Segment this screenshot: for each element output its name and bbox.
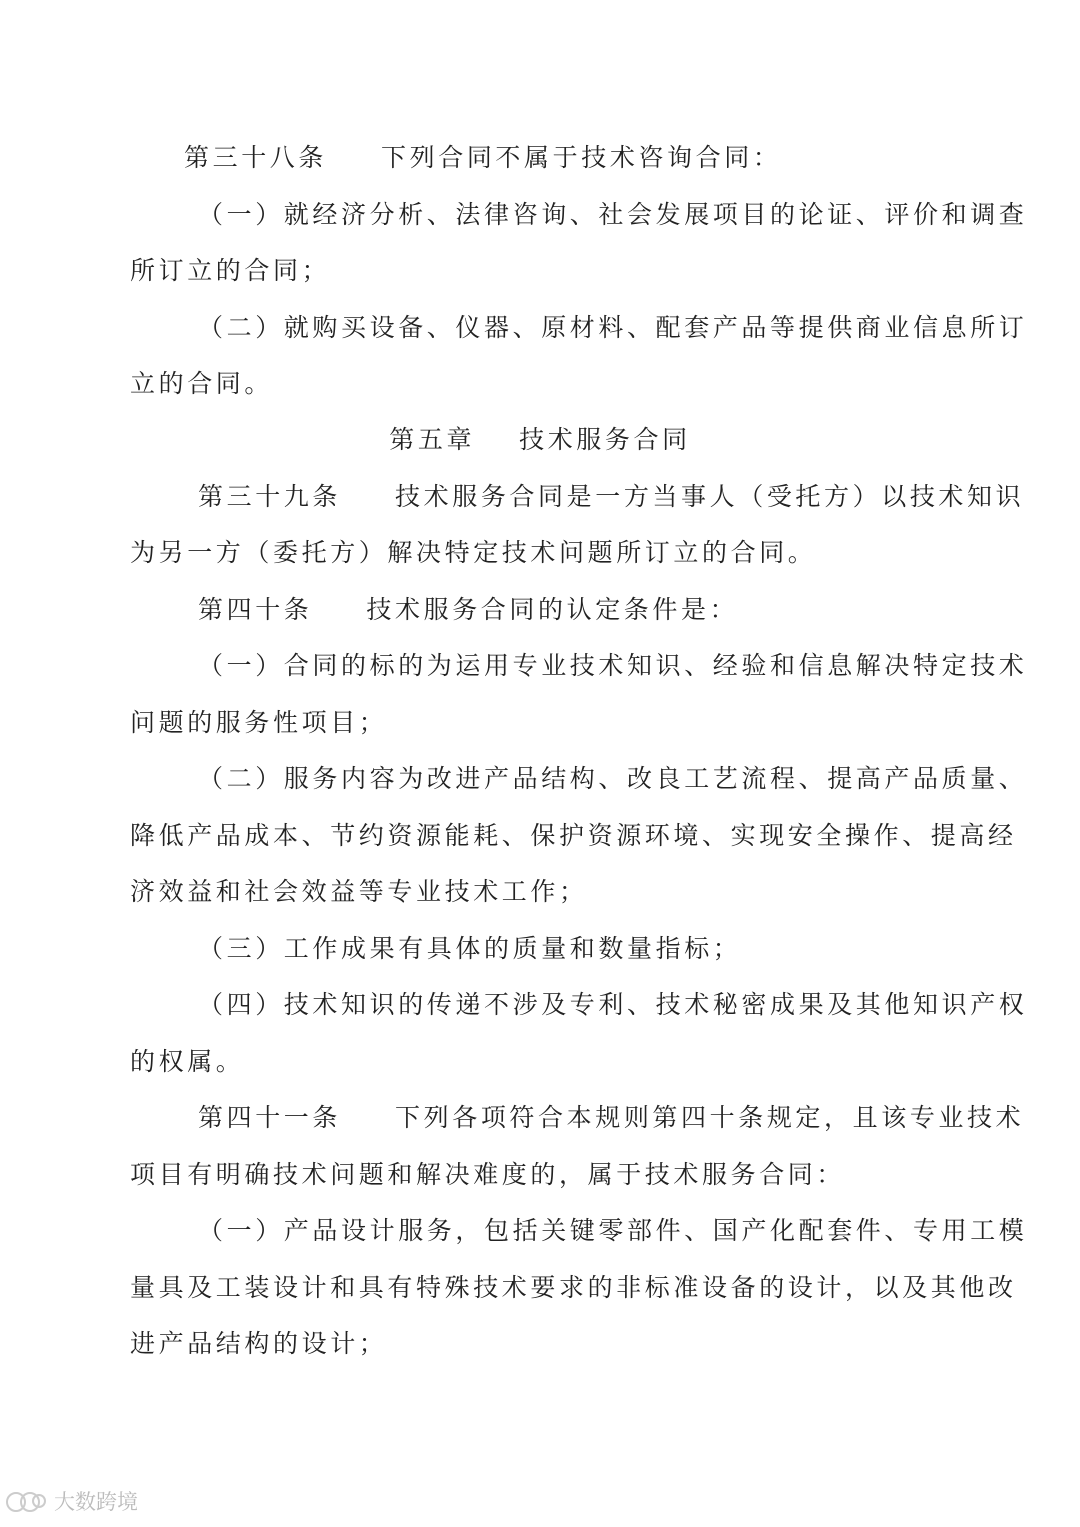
chapter-5-name: 技术服务合同 bbox=[519, 425, 691, 454]
article-41-item1-line2: 量具及工装设计和具有特殊技术要求的非标准设备的设计，以及其他改 bbox=[130, 1273, 1017, 1302]
article-38-heading bbox=[184, 142, 1080, 174]
article-38-item2-line2: 立的合同。 bbox=[130, 369, 274, 398]
watermark bbox=[6, 1486, 138, 1516]
article-40-item2-line3: 济效益和社会效益等专业技术工作； bbox=[130, 877, 588, 906]
chapter-5-label: 第五章 bbox=[389, 425, 476, 454]
article-41-item1-line1: （一）产品设计服务，包括关键零部件、国产化配套件、专用工模 bbox=[198, 1216, 1028, 1245]
article-41-label: 第四十一条 bbox=[198, 1103, 342, 1132]
article-39-line1: 技术服务合同是一方当事人（受托方）以技术知识 bbox=[395, 482, 1025, 511]
article-41-line2: 项目有明确技术问题和解决难度的，属于技术服务合同： bbox=[130, 1160, 846, 1189]
article-39-heading bbox=[198, 481, 1080, 513]
article-38-text: 下列合同不属于技术咨询合同： bbox=[381, 143, 782, 172]
article-40-item4-line2: 的权属。 bbox=[130, 1047, 245, 1076]
article-41-heading bbox=[198, 1102, 1080, 1134]
article-41-line1: 下列各项符合本规则第四十条规定，且该专业技术 bbox=[395, 1103, 1025, 1132]
article-40-label: 第四十条 bbox=[198, 595, 313, 624]
article-40-item3: （三）工作成果有具体的质量和数量指标； bbox=[198, 934, 742, 963]
chapter-5-title bbox=[0, 424, 1080, 456]
article-40-item4-line1: （四）技术知识的传递不涉及专利、技术秘密成果及其他知识产权 bbox=[198, 990, 1028, 1019]
article-40-item1-line2: 问题的服务性项目； bbox=[130, 708, 388, 737]
article-41-item1-line3: 进产品结构的设计； bbox=[130, 1329, 388, 1358]
article-38-item1-line1: （一）就经济分析、法律咨询、社会发展项目的论证、评价和调查 bbox=[198, 200, 1028, 229]
circles-logo-icon bbox=[6, 1490, 50, 1512]
article-40-item2-line1: （二）服务内容为改进产品结构、改良工艺流程、提高产品质量、 bbox=[198, 764, 1028, 793]
article-40-text: 技术服务合同的认定条件是： bbox=[366, 595, 739, 624]
article-40-heading bbox=[198, 594, 1080, 626]
article-38-label: 第三十八条 bbox=[184, 143, 328, 172]
watermark-text: 大数跨境 bbox=[54, 1490, 138, 1514]
article-39-line2: 为另一方（委托方）解决特定技术问题所订立的合同。 bbox=[130, 538, 817, 567]
article-38-item2-line1: （二）就购买设备、仪器、原材料、配套产品等提供商业信息所订 bbox=[198, 313, 1028, 342]
article-39-label: 第三十九条 bbox=[198, 482, 342, 511]
article-40-item1-line1: （一）合同的标的为运用专业技术知识、经验和信息解决特定技术 bbox=[198, 651, 1028, 680]
article-38-item1-line2: 所订立的合同； bbox=[130, 256, 331, 285]
article-40-item2-line2: 降低产品成本、节约资源能耗、保护资源环境、实现安全操作、提高经 bbox=[130, 821, 1017, 850]
